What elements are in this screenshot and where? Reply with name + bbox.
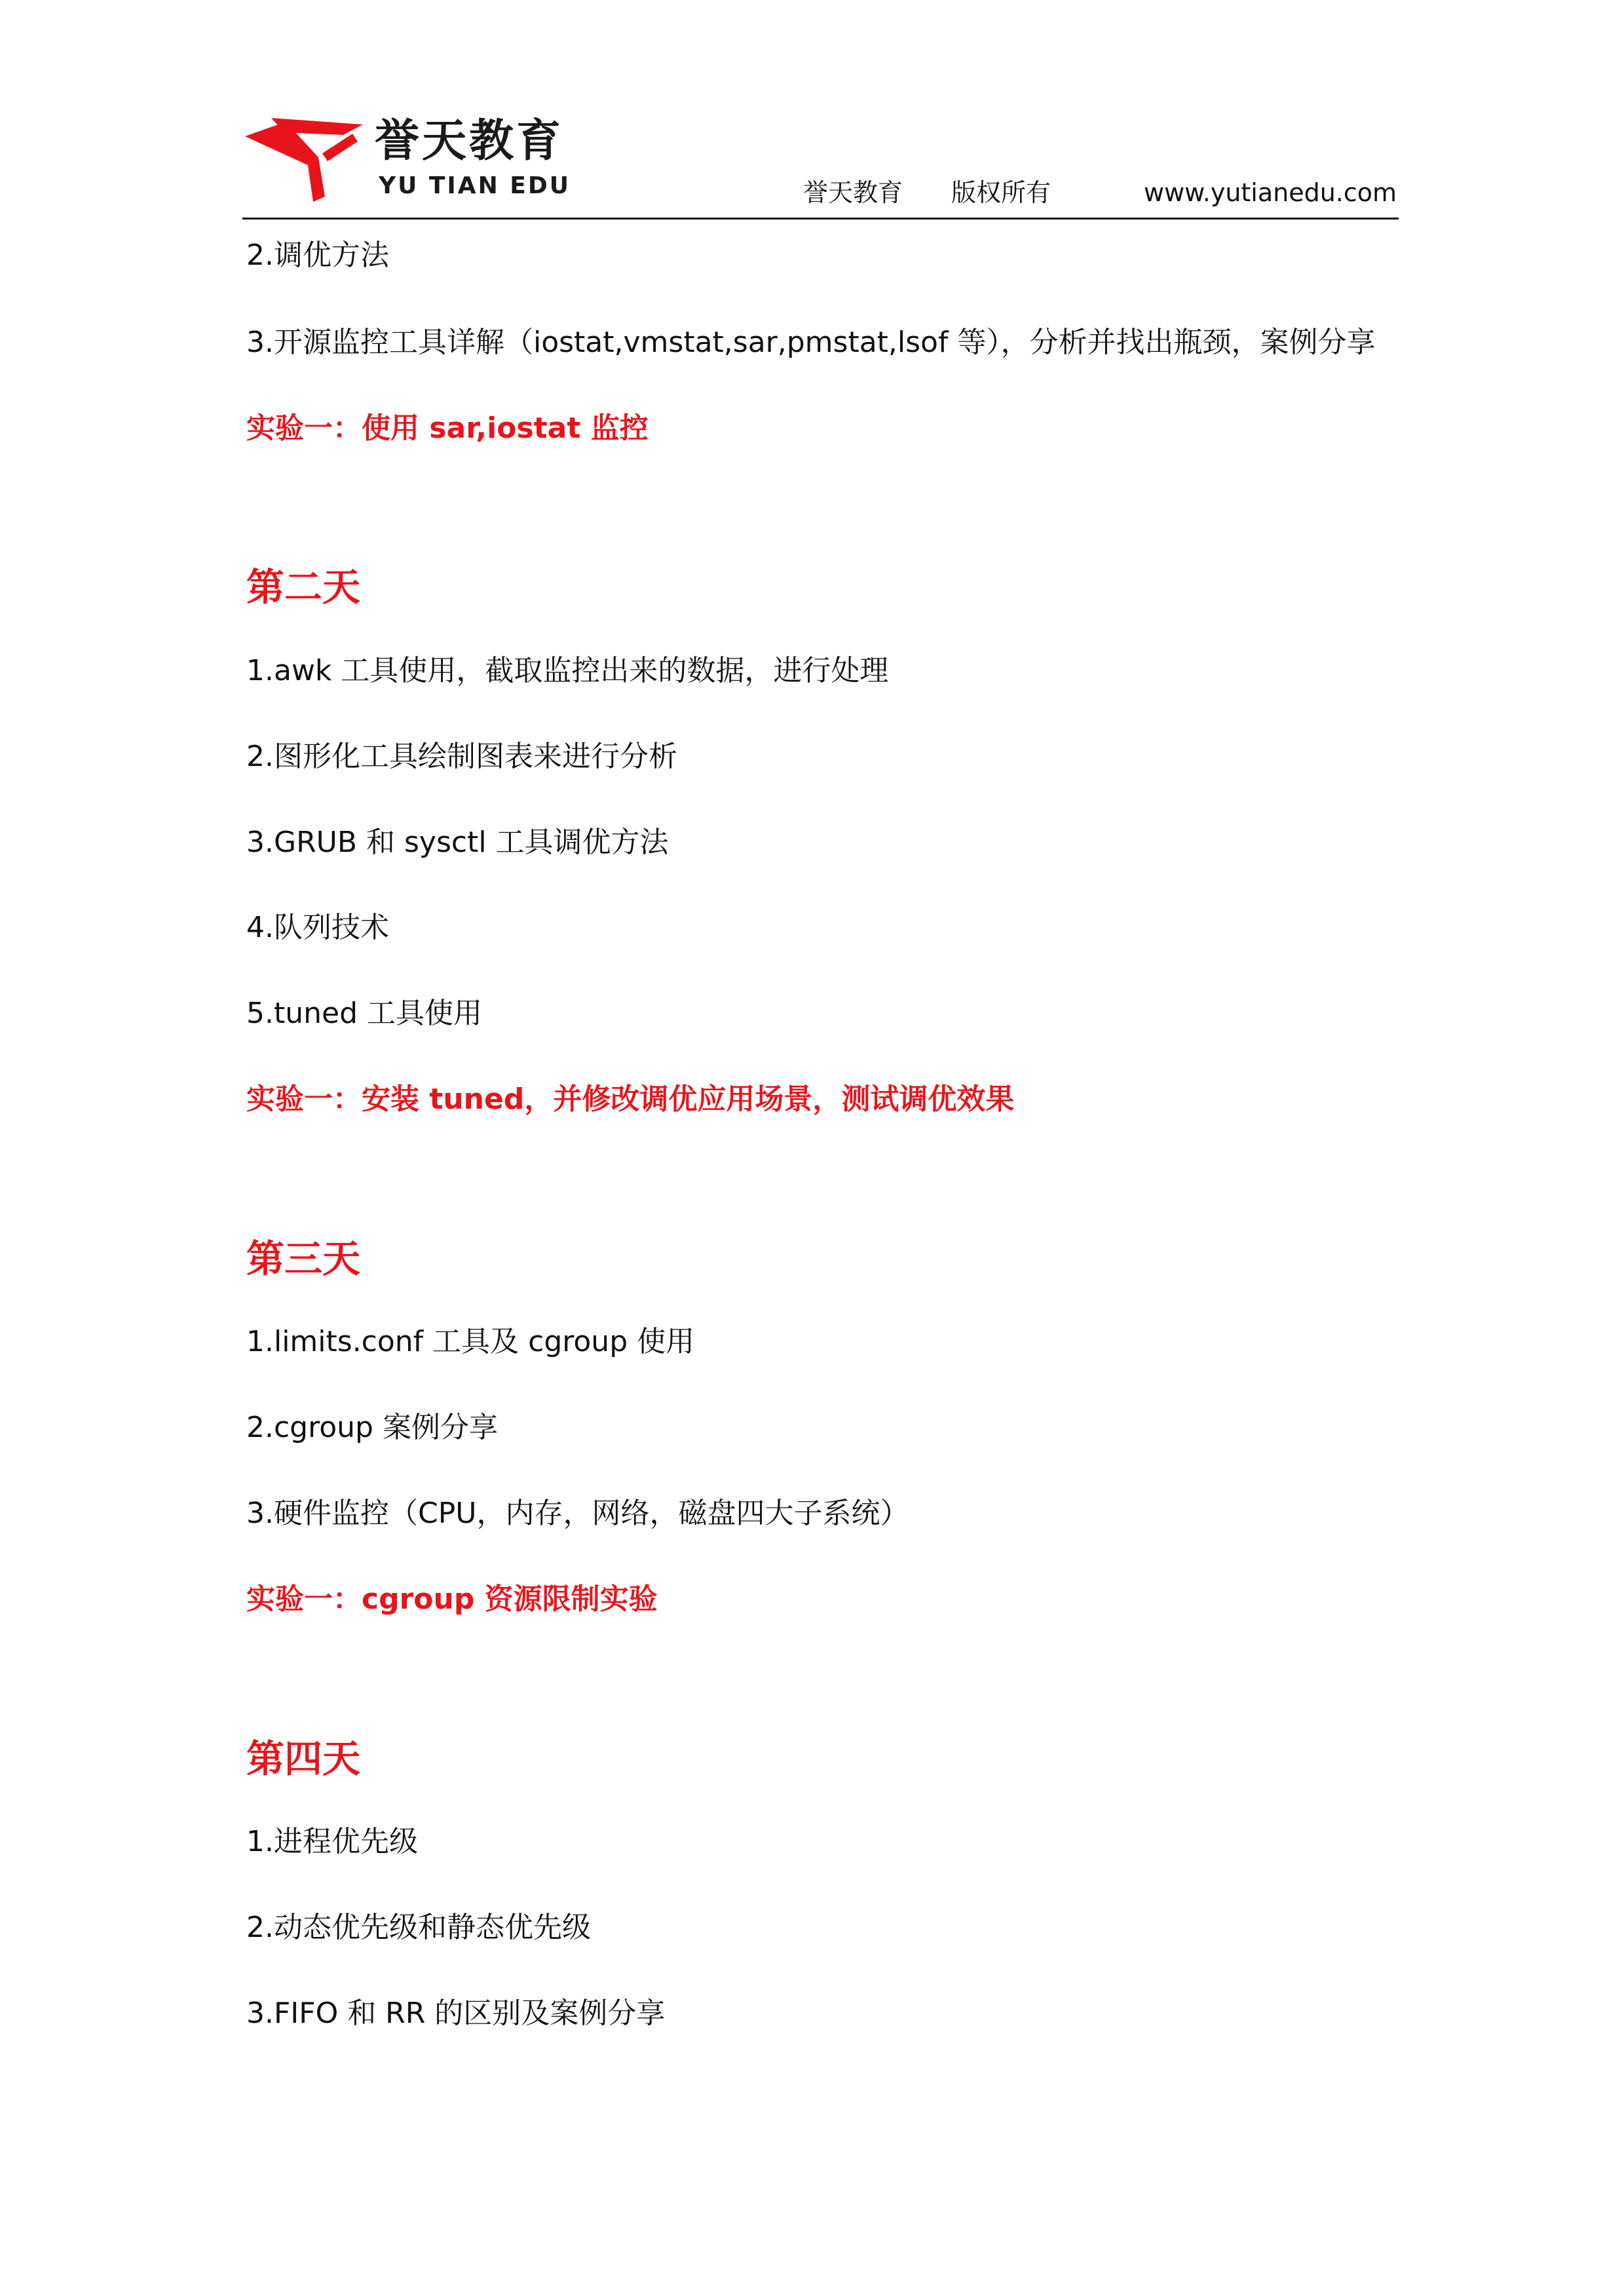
lab-item: 实验一：使用 sar,iostat 监控 xyxy=(246,411,649,445)
header-rights: 版权所有 xyxy=(951,178,1051,207)
day-heading: 第四天 xyxy=(246,1736,361,1781)
list-item: 2.cgroup 案例分享 xyxy=(246,1411,498,1445)
yutian-logo-icon xyxy=(245,118,363,203)
page-header xyxy=(245,105,1398,220)
list-item: 5.tuned 工具使用 xyxy=(246,997,482,1031)
lab-item: 实验一：cgroup 资源限制实验 xyxy=(246,1582,658,1616)
header-company: 誉天教育 xyxy=(803,178,903,207)
list-item: 2.调优方法 xyxy=(246,239,389,272)
header-website: www.yutianedu.com xyxy=(1144,178,1397,207)
list-item: 3.GRUB 和 sysctl 工具调优方法 xyxy=(246,825,669,859)
logo-english-name: YU TIAN EDU xyxy=(379,172,571,199)
list-item: 1.limits.conf 工具及 cgroup 使用 xyxy=(246,1325,695,1359)
day-heading: 第二天 xyxy=(246,565,361,610)
list-item: 2.动态优先级和静态优先级 xyxy=(246,1910,591,1944)
list-item: 2.图形化工具绘制图表来进行分析 xyxy=(246,739,677,773)
day-heading: 第三天 xyxy=(246,1236,361,1281)
list-item: 3.硬件监控（CPU，内存，网络，磁盘四大子系统） xyxy=(246,1496,909,1530)
logo-chinese-name: 誉天教育 xyxy=(375,115,564,167)
lab-item: 实验一：安装 tuned，并修改调优应用场景，测试调优效果 xyxy=(246,1082,1015,1116)
list-item: 1.awk 工具使用，截取监控出来的数据，进行处理 xyxy=(246,653,889,687)
list-item: 4.队列技术 xyxy=(246,911,389,945)
document-body xyxy=(246,239,1399,2082)
list-item: 3.开源监控工具详解（iostat,vmstat,sar,pmstat,lsof 等），分析并找出瓶颈，案例分享 xyxy=(246,325,1376,359)
list-item: 3.FIFO 和 RR 的区别及案例分享 xyxy=(246,1996,666,2030)
header-divider xyxy=(242,218,1399,220)
list-item: 1.进程优先级 xyxy=(246,1825,418,1859)
